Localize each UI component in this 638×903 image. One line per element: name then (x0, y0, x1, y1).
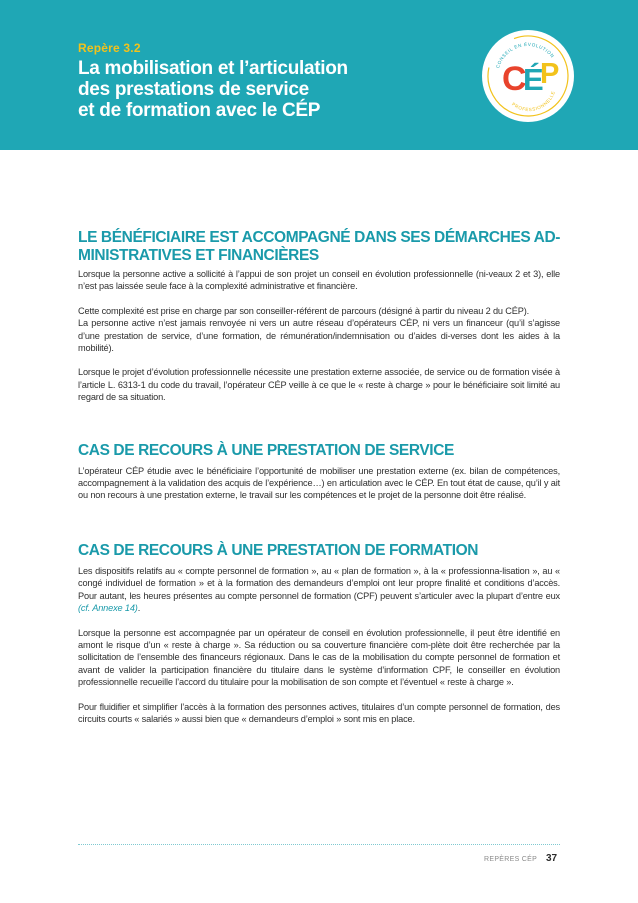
logo-letter-e: É (523, 62, 544, 97)
paragraph: Lorsque le projet d’évolution professionnelle nécessite une prestation externe associée, de service ou de formation visée à l’article L. 6313-1 du code du travail, l’opérateur CÉP veille à ce que le « reste à charge » pour le bénéficiaire soit limité au regard de sa situation. (78, 367, 560, 403)
paragraph: La personne active n’est jamais renvoyée ni vers un autre réseau d’opérateurs CÉP, ni vers un financeur (qu’il s’agisse d’une prestation de service, d’une formation, de rémunération/indemnisation ou d’aides di-verses dont les aides à la mobilité). (78, 318, 560, 354)
section-heading: CAS DE RECOURS À UNE PRESTATION DE FORMATION (78, 541, 479, 559)
paragraph (78, 565, 560, 615)
header-banner (0, 0, 638, 150)
paragraph: Lorsque la personne active a sollicité à l’appui de son projet un conseil en évolution professionnelle (ni-veaux 2 et 3), elle n’est pas laissée seule face à la complexité administrative et financière. (78, 269, 560, 292)
footer-label: REPÈRES CÉP (484, 856, 538, 863)
logo-letter-c: C (502, 60, 527, 98)
paragraph: Lorsque la personne est accompagnée par un opérateur de conseil en évolution professionnelle, il peut être identifié en amont le risque d’un « reste à charge ». Sa réduction ou sa couverture financière com-plète doit être recherchée par la sollicitation de l’ensemble des financeurs régionaux. Dans le cas de la mobilisation du compte personnel de formation et avant de valider la participation financière du titulaire dans le système d’information CPF, le conseiller en évolution professionnelle recueille l’accord du titulaire pour la mobilisation de son compte et l’éventuel « reste à charge ». (78, 627, 560, 688)
paragraph-text: Les dispositifs relatifs au « compte personnel de formation », au « plan de formation », à la « professionna-lisation », au « congé individuel de formation » et à la formation des demandeurs d’emploi ont leur propre finalité et conditions d’accès. Pour autant, les heures présentes au compte personnel de formation (CPF) peuvent s’articuler avec la plupart d’entre eux (78, 565, 560, 601)
main-content (78, 229, 560, 725)
section-demarches (78, 229, 560, 404)
cep-logo-graphic (482, 30, 574, 122)
repere-number: Repère 3.2 (78, 41, 141, 55)
section-heading: LE BÉNÉFICIAIRE EST ACCOMPAGNÉ DANS SES DÉMARCHES AD-MINISTRATIVES ET FINANCIÈRES (78, 229, 561, 264)
section-prestation-service (78, 442, 560, 502)
title-line: et de formation avec le CÉP (78, 100, 321, 121)
section-prestation-formation (78, 542, 560, 725)
paragraph: L’opérateur CÉP étudie avec le bénéficiaire l’opportunité de mobiliser une prestation externe (ex. bilan de compétences, accompagnement à la validation des acquis de l’expérience…) en articulation avec le CÉP. En tout état de cause, qu’il y ait ou non recours à une prestation externe, le travail sur les compétences et le projet de la personne doit être réalisé. (78, 465, 560, 501)
title-line: La mobilisation et l’articulation (78, 58, 348, 79)
section-heading: CAS DE RECOURS À UNE PRESTATION DE SERVICE (78, 441, 454, 459)
logo-letter-p: P (540, 58, 560, 90)
annex-reference-link[interactable]: (cf. Annexe 14) (78, 603, 138, 614)
logo-top-text: CONSEIL EN ÉVOLUTION (495, 41, 556, 69)
title-line: des prestations de service (78, 79, 309, 100)
page-title (78, 58, 458, 121)
paragraph: Cette complexité est prise en charge par son conseiller-référent de parcours (désigné à partir du niveau 2 du CÉP). (78, 305, 530, 316)
page-number: 37 (546, 853, 558, 864)
footer-divider (78, 844, 560, 845)
punctuation: . (137, 603, 141, 614)
cep-logo (482, 30, 574, 122)
logo-bottom-text: PROFESSIONNELLE (510, 90, 557, 113)
paragraph: Pour fluidifier et simplifier l’accès à la formation des personnes actives, titulaires d’un compte personnel de formation, des circuits courts « salariés » aussi bien que « demandeurs d’emploi » sont mis en place. (78, 701, 560, 724)
